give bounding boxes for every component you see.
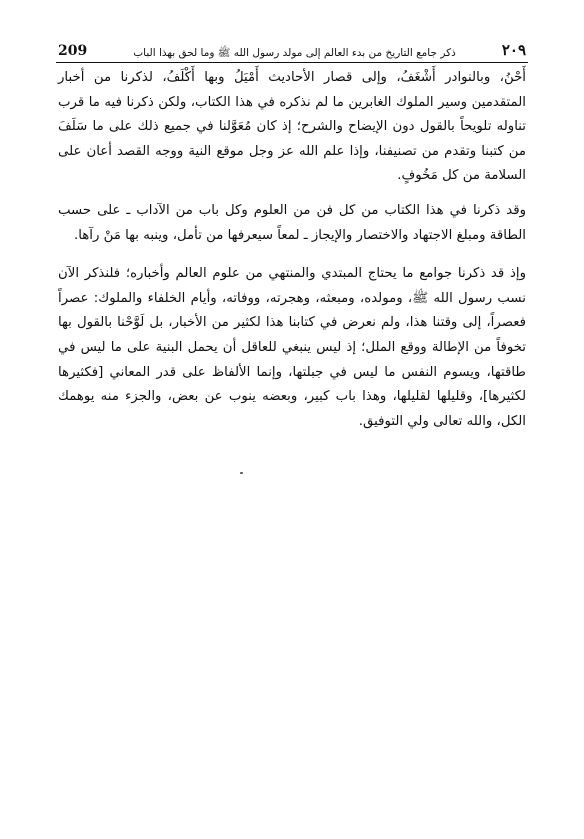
page-number-arabic: ٢٠٩: [501, 41, 526, 59]
running-title: ذكر جامع التاريخ من بدء العالم إلى مولد رسول الله ﷺ وما لحق بهذا الباب: [133, 46, 456, 59]
header-rule: [56, 62, 528, 63]
paragraph: وإذ قد ذكرنا جوامع ما يحتاج المبتدي والمنتهي من علوم العالم وأخباره؛ فلنذكر الآن نسب رسول الله ﷺ، ومولده، ومبعثه، وهجرته، ووفاته، وأيام الخلفاء والملوك: عصراً فعصراً، إلى وقتنا هذا، ولم نعرض في كتابنا هذا لكثير من الأخبار، بل لَوَّحْنا بالقول بها تخوفاً من الإطالة ووقع الملل؛ إذ ليس ينبغي للعاقل أن يحمل البنية على ما ليس في طاقتها، ويسوم النفس ما ليس في جبلتها، وإنما الألفاظ على قدر المعاني [فكثيرها لكثيرها]، وقليلها لقليلها، وهذا باب كبير، وبعضه ينوب عن بعض، والجزء منه يوهمك الكل، والله تعالى ولي التوفيق.: [58, 266, 526, 429]
paragraph: وقد ذكرنا في هذا الكتاب من كل فن من العلوم وكل باب من الآداب ـ على حسب الطاقة ومبلغ الاجتهاد والاختصار والإيجاز ـ لمعاً سيعرفها من تأمل، وينبه بها مَنْ رآها.: [58, 202, 526, 243]
print-speck: [240, 472, 243, 474]
page-number-latin: 209: [58, 43, 88, 59]
body-text: [58, 66, 526, 448]
page-header: [58, 32, 526, 58]
paragraph: أَحْنُ، وبالنوادر أَشْغَفُ، وإلى قصار الأحاديث أَمْيَلُ وبها أَكْلَفُ، لذكرنا من أخبار المتقدمين وسير الملوك الغابرين ما لم نذكره في هذا الكتاب، ولكن ذكرنا فيه ما قرب تناوله تلويحاً بالقول دون الإيضاح والشرح؛ إذ كان مُعَوَّلنا في جميع ذلك على ما سَلَفَ من كتبنا وتقدم من تصنيفنا، وإذا علم الله عز وجل موقع النية ووجه القصد أعان على السلامة من كل مَخُوفٍ.: [58, 70, 526, 184]
